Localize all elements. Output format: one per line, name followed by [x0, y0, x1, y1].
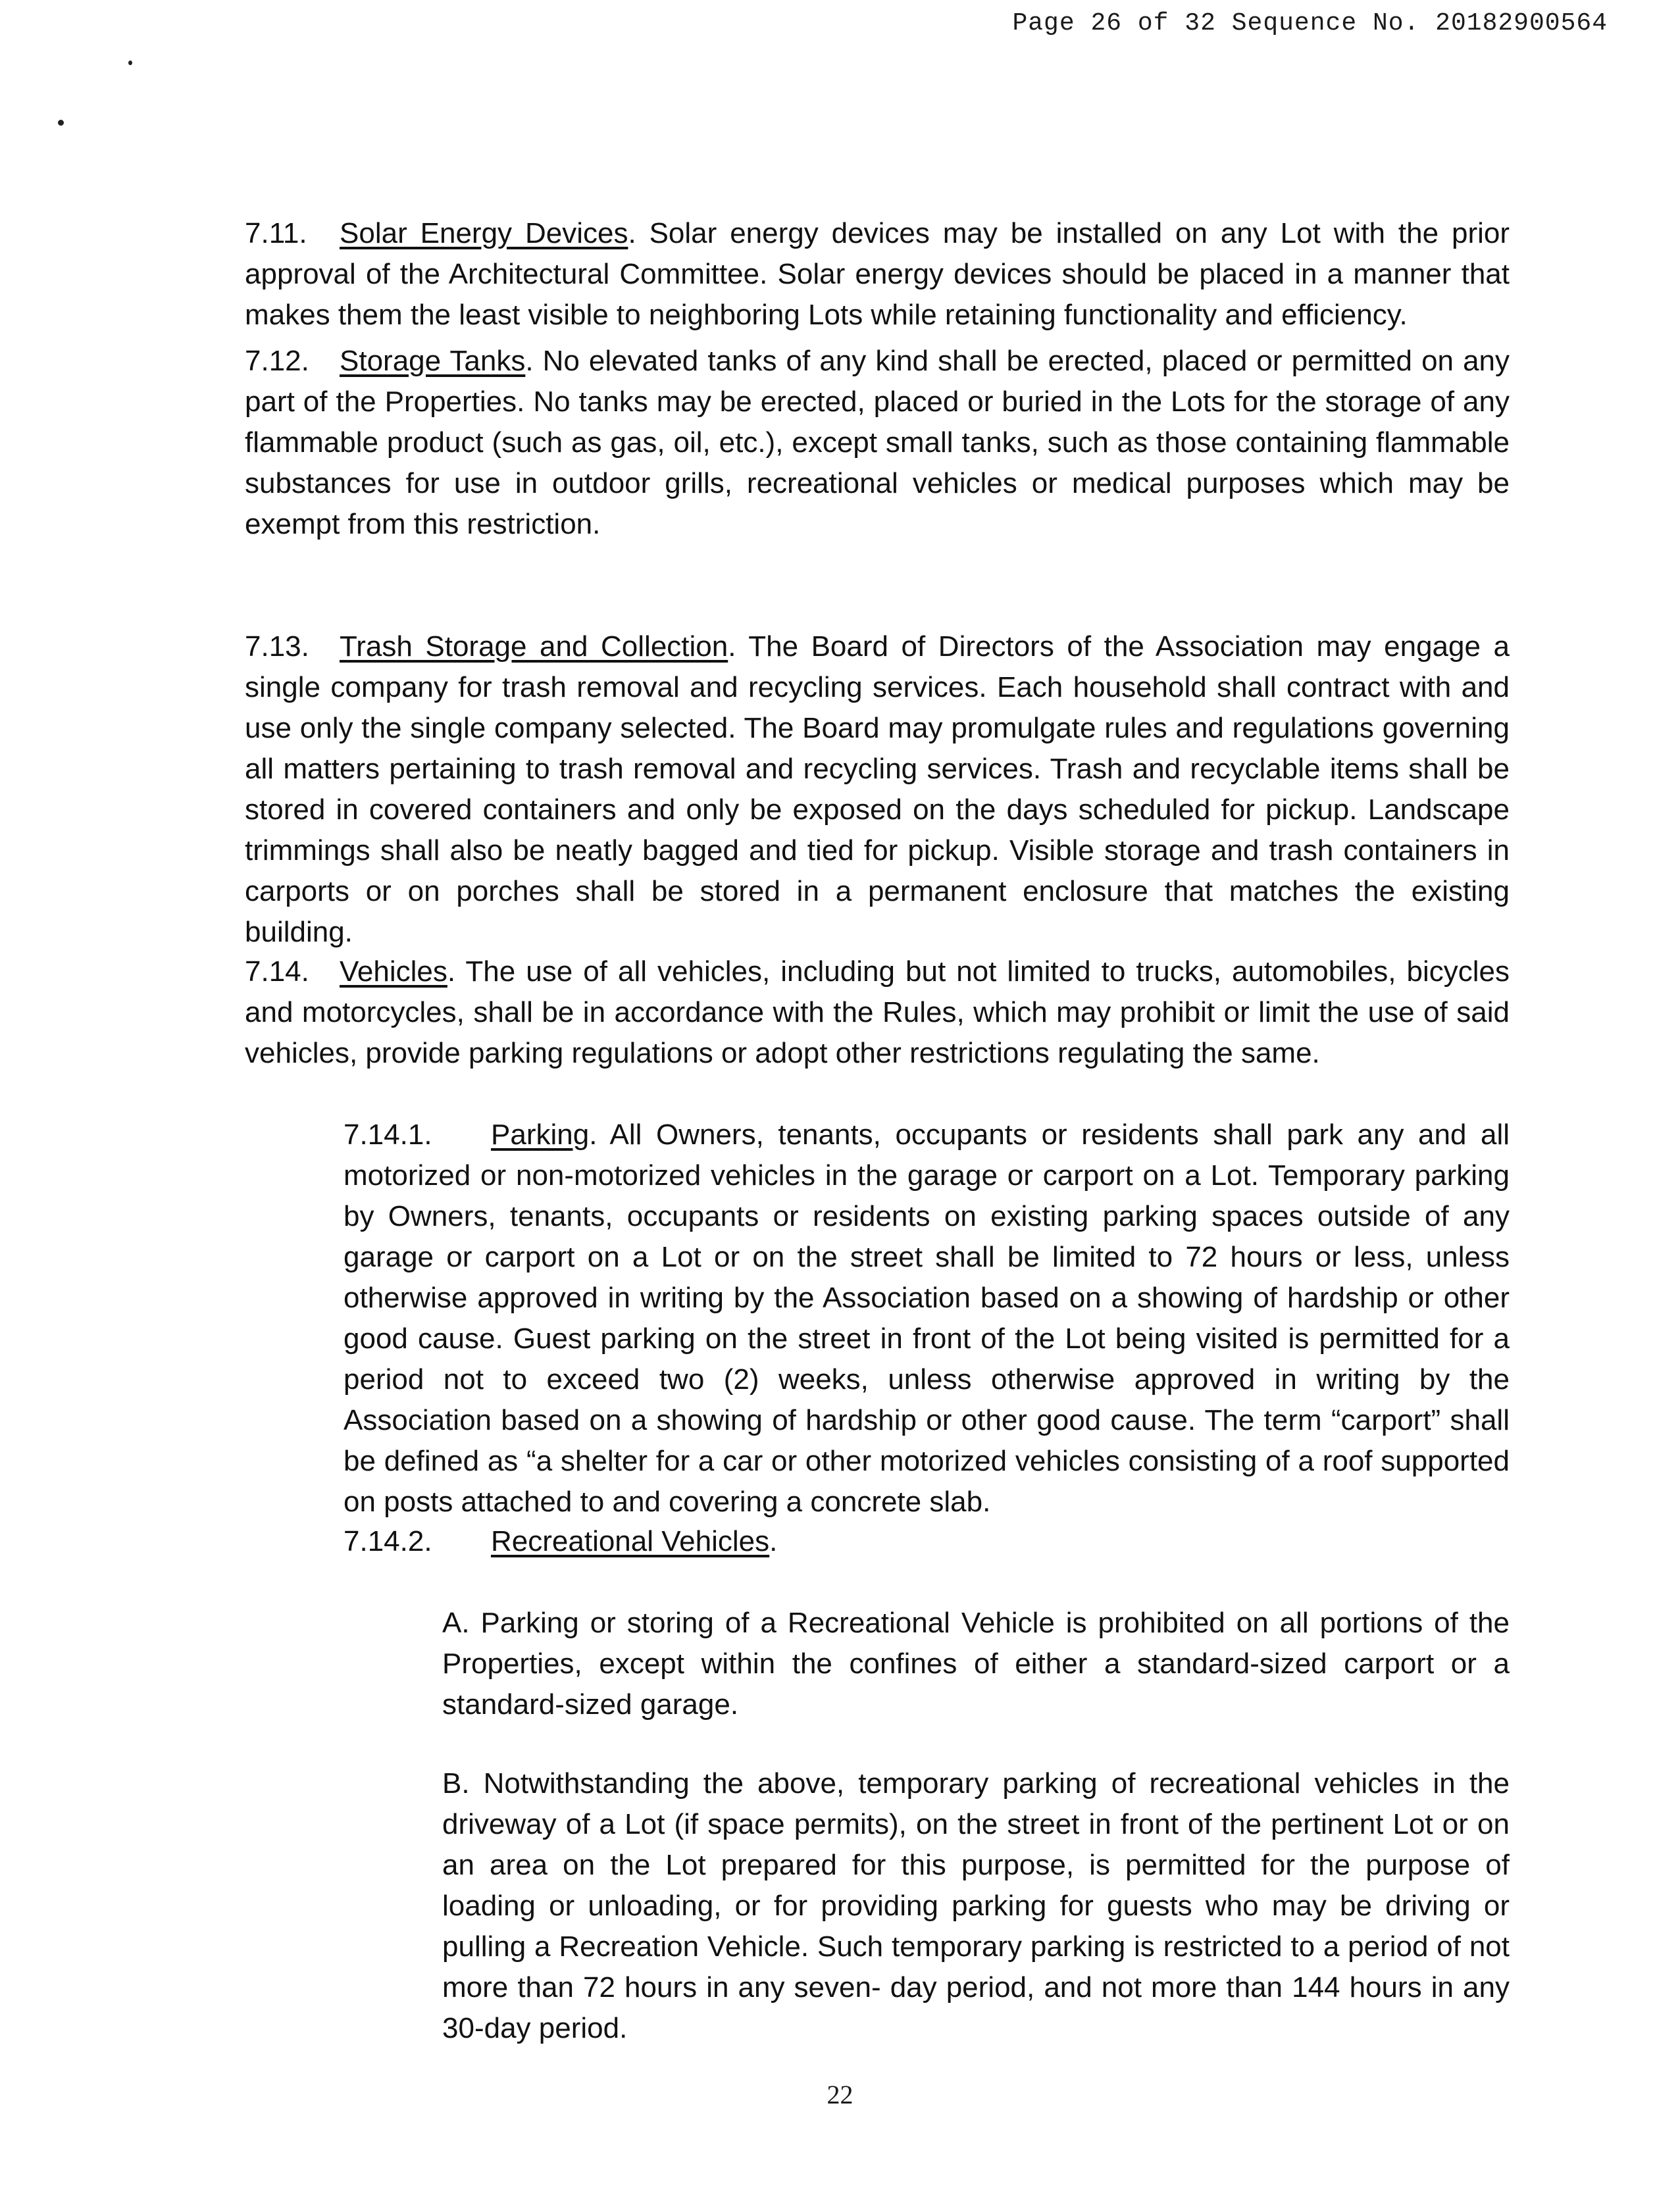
page-number: 22 [827, 2080, 853, 2109]
section-number: 7.11. [245, 217, 307, 249]
section-title: Trash Storage and Collection [340, 630, 728, 663]
section-number: 7.14.2. [344, 1525, 432, 1557]
recording-stamp: Page 26 of 32 Sequence No. 20182900564 [1012, 9, 1608, 38]
section-title: Recreational Vehicles [491, 1525, 770, 1557]
section-7-14-paragraph [146, 951, 1510, 1074]
section-text: . All Owners, tenants, occupants or residents shall park any and all motorized or non-motorized vehicles in the garage or carport on a Lot. Temporary parking by Owners, tenants, occupants or residents on existing parking spaces outside of any garage or carport on a Lot or on the street shall be limited to 72 hours or less, unless otherwise approved in writing by the Association based on a showing of hardship or other good cause. Guest parking on the street in front of the Lot being visited is permitted for a period not to exceed two (2) weeks, unless otherwise approved in writing by the Association based on a showing of hardship or other good cause. The term “carport” shall be defined as “a shelter for a car or other motorized vehicles consisting of a roof supported on posts attached to and covering a concrete slab. [344, 1119, 1510, 1518]
section-number: 7.13. [245, 630, 309, 663]
scan-speck [128, 61, 132, 65]
section-title: Vehicles [340, 955, 447, 988]
subsection-b [146, 1763, 1510, 2049]
section-7-12 [146, 341, 1510, 545]
section-title: Parking [491, 1119, 590, 1151]
scan-speck [58, 120, 64, 126]
section-7-11-paragraph [146, 213, 1510, 336]
section-number: 7.14. [245, 955, 309, 988]
section-7-14-1 [146, 1115, 1510, 1523]
section-7-14-2 [146, 1521, 1510, 1562]
subsection-b-paragraph: B. Notwithstanding the above, temporary parking of recreational vehicles in the driveway of a Lot (if space permits), on the street in front of the pertinent Lot or on an area on the Lot prepared for this purpose, is permitted for the purpose of loading or unloading, or for providing parking for guests who may be driving or pulling a Recreation Vehicle. Such temporary parking is restricted to a period of not more than 72 hours in any seven- day period, and not more than 144 hours in any 30-day period. [442, 1767, 1510, 2044]
section-text: . Solar energy devices may be installed on any Lot with the prior approval of the Architectural Committee. Solar energy devices should be placed in a manner that makes them the least visible to neighboring Lots while retaining functionality and efficiency. [245, 217, 1510, 331]
section-text: . The use of all vehicles, including but not limited to trucks, automobiles, bicycles and motorcycles, shall be in accordance with the Rules, which may prohibit or limit the use of said vehicles, provide parking regulations or adopt other restrictions regulating the same. [245, 955, 1510, 1069]
section-7-12-paragraph [146, 341, 1510, 545]
section-7-13 [146, 626, 1510, 953]
section-text: . [769, 1525, 778, 1557]
subsection-a [146, 1603, 1510, 1725]
section-number: 7.14.1. [344, 1119, 432, 1151]
section-7-11 [146, 213, 1510, 336]
section-7-14-2-paragraph [146, 1521, 1510, 1562]
section-title: Storage Tanks [340, 345, 526, 377]
subsection-a-paragraph: A. Parking or storing of a Recreational Vehicle is prohibited on all portions of the Properties, except within the confines of either a standard-sized carport or a standard-sized garage. [442, 1607, 1510, 1721]
section-7-14-1-paragraph [146, 1115, 1510, 1523]
section-title: Solar Energy Devices [340, 217, 628, 249]
section-text: . No elevated tanks of any kind shall be erected, placed or permitted on any part of the Properties. No tanks may be erected, placed or buried in the Lots for the storage of any flammable product (such as gas, oil, etc.), except small tanks, such as those containing flammable substances for use in outdoor grills, recreational vehicles or medical purposes which may be exempt from this restriction. [245, 345, 1510, 540]
section-7-14 [146, 951, 1510, 1074]
section-text: . The Board of Directors of the Association may engage a single company for trash removal and recycling services. Each household shall contract with and use only the single company selected. The Board may promulgate rules and regulations governing all matters pertaining to trash removal and recycling services. Trash and recyclable items shall be stored in covered containers and only be exposed on the days scheduled for pickup. Landscape trimmings shall also be neatly bagged and tied for pickup. Visible storage and trash containers in carports or on porches shall be stored in a permanent enclosure that matches the existing building. [245, 630, 1510, 948]
section-7-13-paragraph [146, 626, 1510, 953]
section-number: 7.12. [245, 345, 309, 377]
